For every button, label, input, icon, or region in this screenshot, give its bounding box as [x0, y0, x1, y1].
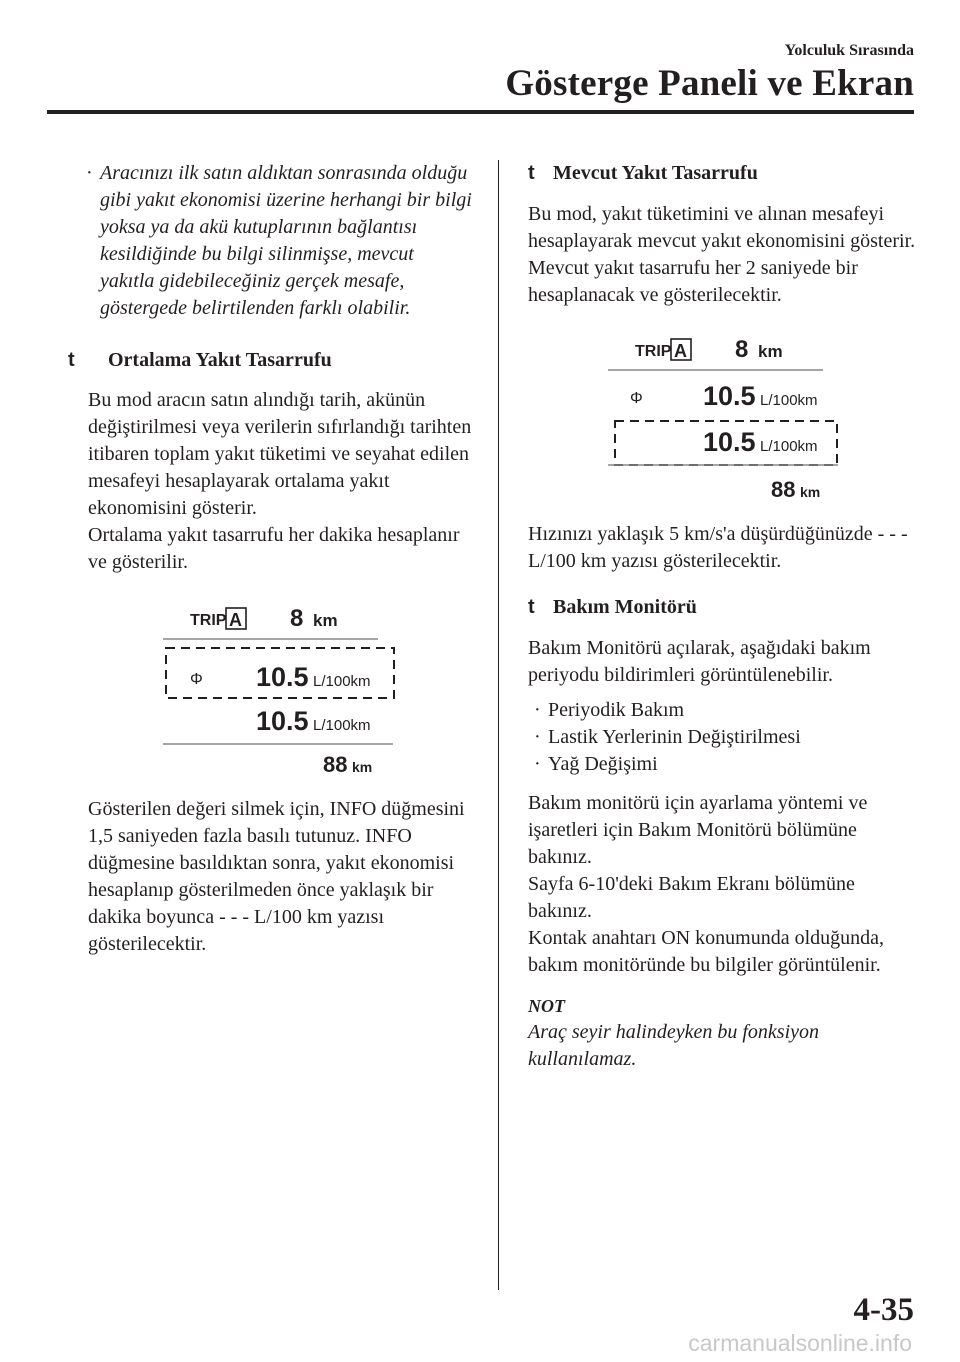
- paragraph: Bu mod, yakıt tüketimini ve alınan mesafeyi hesaplayarak mevcut yakıt ekonomisini gösterir.: [528, 203, 916, 252]
- average-fuel-display-figure: [158, 606, 478, 776]
- bullet-list: [534, 697, 918, 778]
- header-rule: [47, 110, 914, 114]
- phi-icon: Φ: [190, 671, 203, 688]
- note-text: Araç seyir halindeyken bu fonksiyon kullanılamaz.: [528, 1021, 820, 1070]
- fuel-unit: L/100km: [313, 673, 371, 690]
- list-item: · Periyodik Bakım: [534, 697, 918, 724]
- fuel-unit: L/100km: [313, 717, 371, 734]
- list-item-text: Periyodik Bakım: [548, 699, 685, 721]
- list-item-text: Lastik Yerlerinin Değiştirilmesi: [548, 726, 801, 748]
- paragraph: Bakım monitörü için ayarlama yöntemi ve işaretleri için Bakım Monitörü bölümüne bakınız.: [528, 792, 868, 868]
- section-heading-maintenance: [528, 594, 918, 621]
- note-heading: NOT: [528, 996, 565, 1016]
- bullet-note: · Aracınızı ilk satın aldıktan sonrasında olduğu gibi yakıt ekonomisi üzerine herhangi bir bilgi yoksa ya da akü kutuplarının bağlantısı kesildiğinde bu bilgi silinmişse, mevcut yakıtla gidebileceğiniz gerçek mesafe, göstergede belirtilenden farklı olabilir.: [86, 160, 473, 322]
- fuel-value: 10.5: [256, 706, 309, 736]
- section-title: Ortalama Yakıt Tasarrufu: [108, 349, 332, 371]
- paragraph: Bakım Monitörü açılarak, aşağıdaki bakım periyodu bildirimleri görüntülenebilir.: [528, 637, 871, 686]
- section-title: Bakım Monitörü: [553, 596, 697, 618]
- section-marker: t: [68, 349, 75, 371]
- range-unit: km: [352, 759, 373, 775]
- trip-value: 8: [735, 337, 749, 363]
- range-unit: km: [800, 484, 821, 500]
- header-subtitle: Yolculuk Sırasında: [784, 42, 914, 59]
- paragraph: Sayfa 6-10'deki Bakım Ekranı bölümüne bakınız.: [528, 873, 855, 922]
- range-value: 88: [771, 477, 796, 502]
- left-column: [68, 160, 473, 958]
- section-heading-average: [68, 347, 473, 374]
- page-title: Gösterge Paneli ve Ekran: [505, 63, 914, 104]
- fuel-value: 10.5: [703, 381, 756, 411]
- trip-letter: A: [674, 341, 687, 361]
- fuel-unit: L/100km: [760, 392, 818, 409]
- fuel-value: 10.5: [256, 662, 309, 692]
- fuel-unit: L/100km: [760, 438, 818, 455]
- trip-unit: km: [758, 342, 783, 361]
- current-fuel-display-figure: [603, 337, 923, 507]
- section-marker: t: [528, 162, 535, 184]
- right-column: [528, 160, 918, 1073]
- section-marker: t: [528, 596, 535, 618]
- list-item: · Lastik Yerlerinin Değiştirilmesi: [534, 724, 918, 751]
- bullet-note-text: Aracınızı ilk satın aldıktan sonrasında olduğu gibi yakıt ekonomisi üzerine herhangi bir bilgi yoksa ya da akü kutuplarının bağlantısı kesildiğinde bu bilgi silinmişse, mevcut yakıtla gidebileceğiniz gerçek mesafe, göstergede belirtilenden farklı olabilir.: [100, 162, 472, 319]
- trip-letter: A: [229, 610, 242, 630]
- paragraph: Ortalama yakıt tasarrufu her dakika hesaplanır ve gösterilir.: [88, 524, 460, 573]
- list-item-text: Yağ Değişimi: [548, 753, 658, 775]
- trip-label: TRIP: [635, 343, 672, 360]
- paragraph: Hızınızı yaklaşık 5 km/s'a düşürdüğünüzde - - - L/100 km yazısı gösterilecektir.: [528, 523, 908, 572]
- paragraph: Mevcut yakıt tasarrufu her 2 saniyede bir hesaplanacak ve gösterilecektir.: [528, 257, 858, 306]
- page-number: 4-35: [853, 1292, 914, 1328]
- phi-icon: Φ: [630, 390, 643, 407]
- watermark: carmanualsonline.info: [688, 1330, 912, 1356]
- list-item: · Yağ Değişimi: [534, 751, 918, 778]
- column-divider: [498, 160, 499, 1290]
- section-heading-current: [528, 160, 918, 187]
- trip-value: 8: [290, 606, 304, 632]
- paragraph: Gösterilen değeri silmek için, INFO düğmesini 1,5 saniyeden fazla basılı tutunuz. INFO düğmesine basıldıktan sonra, yakıt ekonomisi hesaplanıp gösterilmeden önce yaklaşık bir dakika boyunca - - - L/100 km yazısı gösterilecektir.: [88, 798, 465, 955]
- trip-unit: km: [313, 611, 338, 630]
- range-value: 88: [323, 752, 348, 776]
- fuel-value: 10.5: [703, 427, 756, 457]
- paragraph: Kontak anahtarı ON konumunda olduğunda, bakım monitöründe bu bilgiler görüntülenir.: [528, 927, 885, 976]
- trip-label: TRIP: [190, 612, 227, 629]
- paragraph: Bu mod aracın satın alındığı tarih, akünün değiştirilmesi veya verilerin sıfırlandığı tarihten itibaren toplam yakıt tüketimi ve seyahat edilen mesafeyi hesaplayarak ortalama yakıt ekonomisini gösterir.: [88, 389, 472, 519]
- section-title: Mevcut Yakıt Tasarrufu: [553, 162, 758, 184]
